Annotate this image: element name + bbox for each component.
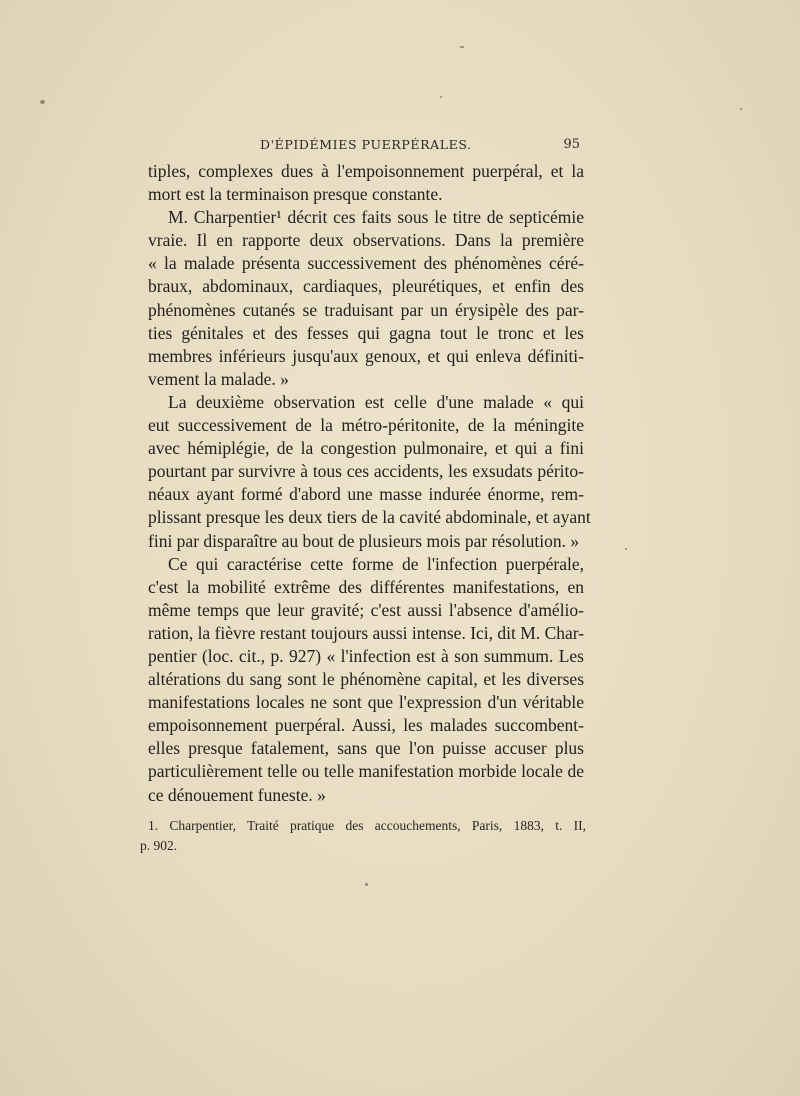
text-line: empoisonnement puerpéral. Aussi, les malades succombent-: [148, 715, 584, 736]
text-line: altérations du sang sont le phénomène capital, et les diverses: [148, 669, 584, 690]
text-line: membres inférieurs jusqu'aux genoux, et qui enleva définiti-: [148, 345, 584, 366]
text-line: néaux ayant formé d'abord une masse indurée énorme, rem-: [148, 484, 584, 505]
text-line: « la malade présenta successivement des phénomènes céré-: [148, 253, 584, 274]
footnote-line: p. 902.: [140, 838, 178, 853]
text-line: ce dénouement funeste. »: [148, 784, 326, 805]
text-line: pourtant par survivre à tous ces accidents, les exsudats périto-: [148, 461, 584, 482]
text-line: particulièrement telle ou telle manifestation morbide locale de: [148, 761, 584, 782]
paper-speck: [460, 46, 464, 48]
text-line: avec hémiplégie, de la congestion pulmonaire, et qui a fini: [148, 438, 584, 459]
text-line: vraie. Il en rapporte deux observations. Dans la première: [148, 230, 584, 251]
text-line: braux, abdominaux, cardiaques, pleurétiques, et enfin des: [148, 276, 584, 297]
running-head: [148, 137, 584, 157]
text-line: elles presque fatalement, sans que l'on puisse accuser plus: [148, 738, 584, 759]
text-line: M. Charpentier¹ décrit ces faits sous le titre de septicémie: [168, 207, 584, 228]
text-line: plissant presque les deux tiers de la cavité abdominale, et ayant: [148, 507, 591, 528]
text-line: même temps que leur gravité; c'est aussi l'absence d'amélio-: [148, 599, 584, 620]
footnote-line: 1. Charpentier, Traité pratique des accouchements, Paris, 1883, t. II,: [148, 818, 586, 833]
text-line: fini par disparaître au bout de plusieurs mois par résolution. »: [148, 530, 580, 551]
text-line: manifestations locales ne sont que l'expression d'un véritable: [148, 692, 584, 713]
paper-speck: [625, 548, 627, 550]
text-line: ties génitales et des fesses qui gagna tout le tronc et les: [148, 322, 584, 343]
text-line: ration, la fièvre restant toujours aussi intense. Ici, dit M. Char-: [148, 622, 585, 643]
text-line: Ce qui caractérise cette forme de l'infection puerpérale,: [168, 553, 584, 574]
body-text: [148, 160, 591, 807]
text-line: eut successivement de la métro-péritonite, de la méningite: [148, 415, 584, 436]
running-head-title: D'ÉPIDÉMIES PUERPÉRALES.: [260, 137, 472, 152]
text-line: mort est la terminaison presque constante.: [148, 184, 443, 205]
text-line: vement la malade. »: [148, 368, 289, 389]
paper-speck: [440, 96, 442, 98]
text-line: tiples, complexes dues à l'empoisonnement puerpéral, et la: [148, 161, 584, 181]
text-line: c'est la mobilité extrême des différentes manifestations, en: [148, 576, 584, 597]
paper-speck: [40, 100, 45, 104]
paper-speck: [365, 883, 368, 886]
page-number: 95: [563, 137, 580, 152]
footnote: [140, 816, 586, 856]
text-line: phénomènes cutanés se traduisant par un érysipèle des par-: [148, 299, 584, 320]
text-line: La deuxième observation est celle d'une malade « qui: [168, 391, 584, 412]
text-line: pentier (loc. cit., p. 927) « l'infection est à son summum. Les: [148, 645, 584, 666]
paper-speck: [740, 108, 742, 110]
